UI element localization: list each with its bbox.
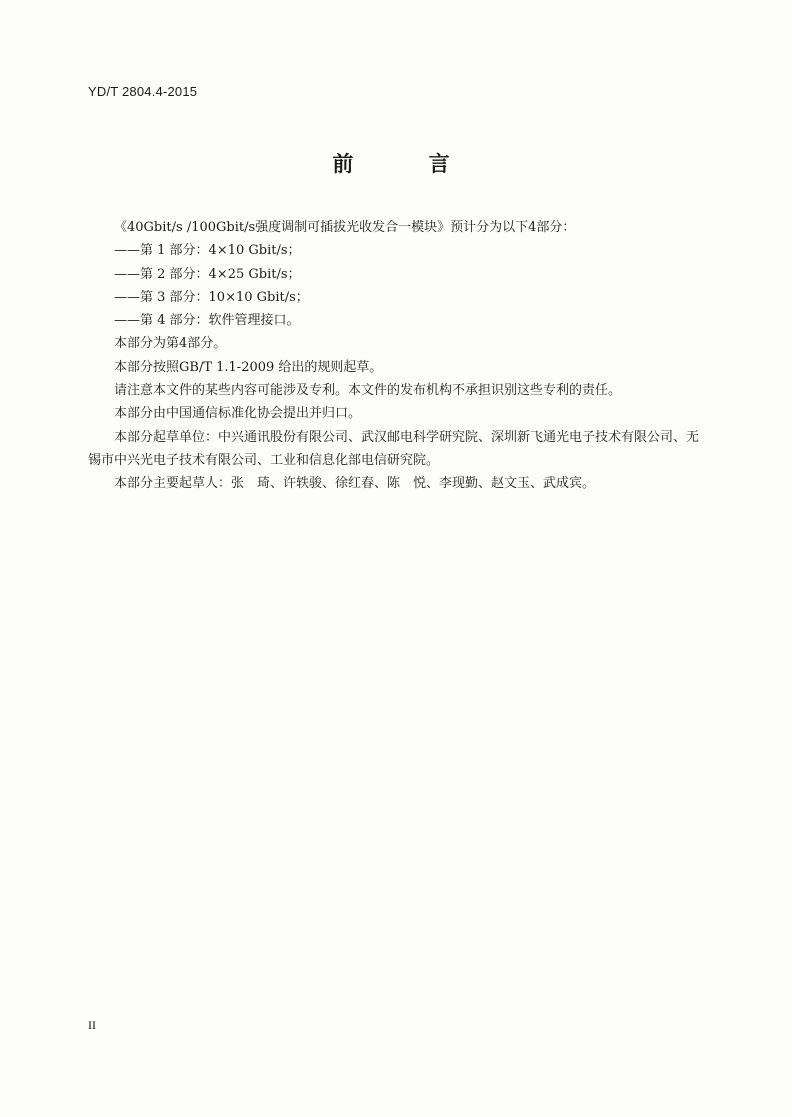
paragraph-part-number: 本部分为第4部分。 [114, 336, 227, 352]
page-title: 前 言 [332, 152, 484, 176]
paragraph-drafting-rules: 本部分按照GB/T 1.1-2009 给出的规则起草。 [114, 359, 383, 375]
part-list-item-1: ——第 1 部分：4×10 Gbit/s； [114, 243, 301, 259]
foreword-body [88, 216, 706, 496]
document-id: YD/T 2804.4-2015 [88, 84, 198, 99]
paragraph-drafters: 本部分主要起草人：张 琦、许轶骏、徐红春、陈 悦、李现勤、赵文玉、武成宾。 [114, 476, 596, 492]
paragraph-patent-notice: 请注意本文件的某些内容可能涉及专利。本文件的发布机构不承担识别这些专利的责任。 [114, 383, 622, 399]
page-number: II [88, 1018, 96, 1032]
intro-paragraph: 《40Gbit/s /100Gbit/s强度调制可插拔光收发合一模块》预计分为以下4部分： [114, 220, 576, 235]
paragraph-proposer: 本部分由中国通信标准化协会提出并归口。 [114, 406, 362, 422]
part-list-item-4: ——第 4 部分：软件管理接口。 [114, 313, 300, 329]
paragraph-drafting-units: 本部分起草单位：中兴通讯股份有限公司、武汉邮电科学研究院、深圳新飞通光电子技术有限公司、无锡市中兴光电子技术有限公司、工业和信息化部电信研究院。 [88, 429, 700, 468]
part-list-item-3: ——第 3 部分：10×10 Gbit/s； [114, 289, 309, 305]
part-list-item-2: ——第 2 部分：4×25 Gbit/s； [114, 266, 301, 282]
